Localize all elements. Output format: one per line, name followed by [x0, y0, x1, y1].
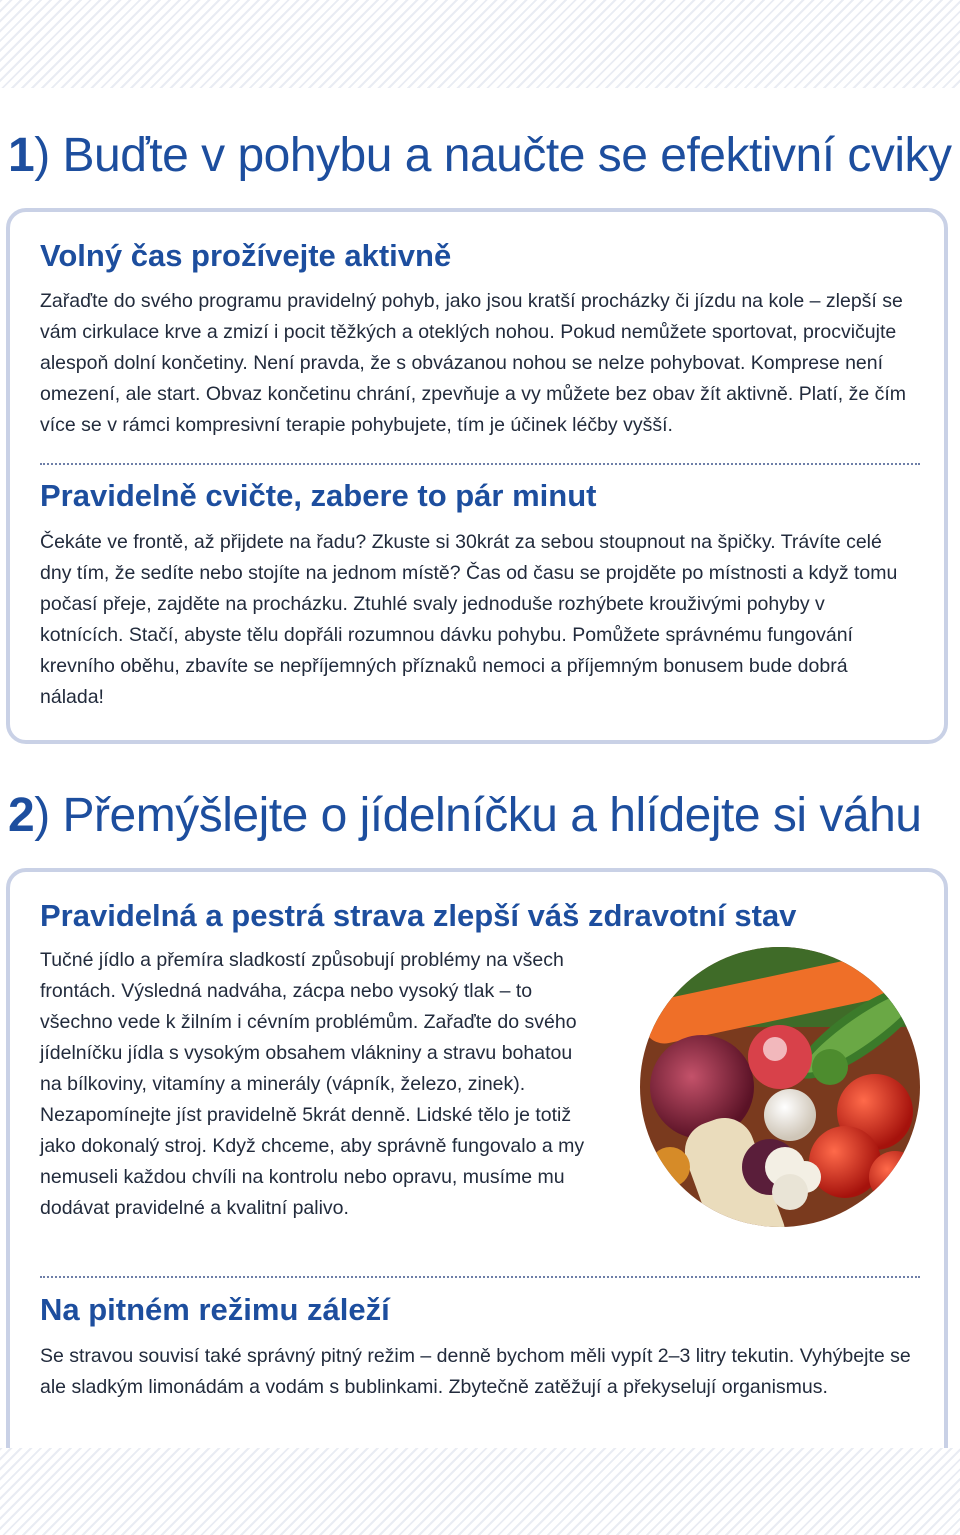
- dotted-divider: [40, 1276, 920, 1278]
- vegetables-photo: [630, 937, 930, 1237]
- dotted-divider: [40, 463, 920, 465]
- top-hatch-pattern: [0, 0, 960, 88]
- section-1-number: 1: [8, 129, 35, 182]
- regular-exercise-heading: Pravidelně cvičte, zabere to pár minut: [40, 478, 597, 513]
- section-2-number: 2: [8, 789, 35, 842]
- bottom-hatch-pattern: [0, 1448, 960, 1535]
- active-leisure-paragraph: Zařaďte do svého programu pravidelný pohyb, jako jsou kratší procházky či jízdu na kole – zlepší se vám cirkulace krve a zmizí i pocit těžkých a oteklých nohou. Pokud nemůžete sportovat, procvičujte alespoň dolní končetiny. Není pravda, že s obvázanou nohou se nelze pohybovat. Komprese není omezení, ale start. Obvaz končetinu chrání, zpevňuje a vy můžete bez obav žít aktivně. Platí, že čím více se v rámci kompresivní terapie pohybujete, tím je účinek léčby vyšší.: [40, 290, 907, 436]
- active-leisure-heading: Volný čas prožívejte aktivně: [40, 238, 452, 273]
- section-1-title-text: ) Buďte v pohybu a naučte se efektivní cviky: [34, 129, 952, 182]
- varied-diet-heading: Pravidelná a pestrá strava zlepší váš zdravotní stav: [40, 898, 797, 933]
- section-2-title-text: ) Přemýšlejte o jídelníčku a hlídejte si váhu: [34, 789, 922, 842]
- section-1-title: [8, 128, 952, 183]
- drinking-regime-heading: Na pitném režimu záleží: [40, 1292, 390, 1327]
- drinking-regime-paragraph: Se stravou souvisí také správný pitný režim – denně bychom měli vypít 2–3 litry tekutin. Vyhýbejte se ale sladkým limonádám a vodám s bublinkami. Zbytečně zatěžují a překyselují organismus.: [40, 1345, 911, 1398]
- section-2-title: [8, 788, 921, 843]
- varied-diet-paragraph: Tučné jídlo a přemíra sladkostí způsobují problémy na všech frontách. Výsledná nadváha, zácpa nebo vysoký tlak – to všechno vede k žilním i cévním problémům. Zařaďte do svého jídelníčku jídla s vysokým obsahem vlákniny a stravu bohatou na bílkoviny, vitamíny a minerály (vápník, železo, zinek). Nezapomínejte jíst pravidelně 5krát denně. Lidské tělo je totiž jako dokonalý stroj. Když chceme, aby správně fungovalo a my nemuseli každou chvíli na kontrolu nebo opravu, musíme mu dodávat pravidelné a kvalitní palivo.: [40, 949, 585, 1219]
- regular-exercise-paragraph: Čekáte ve frontě, až přijdete na řadu? Zkuste si 30krát za sebou stoupnout na špičky. Trávíte celé dny tím, že sedíte nebo stojíte na jednom místě? Čas od času se projděte po místnosti a když tomu počasí přeje, zajděte na procházku. Ztuhlé svaly jednoduše rozhýbete krouživými pohyby v kotnících. Stačí, abyste tělu dopřáli rozumnou dávku pohybu. Pomůžete správnému fungování krevního oběhu, zbavíte se nepříjemných příznaků nemoci a příjemným bonusem bude dobrá nálada!: [40, 531, 898, 708]
